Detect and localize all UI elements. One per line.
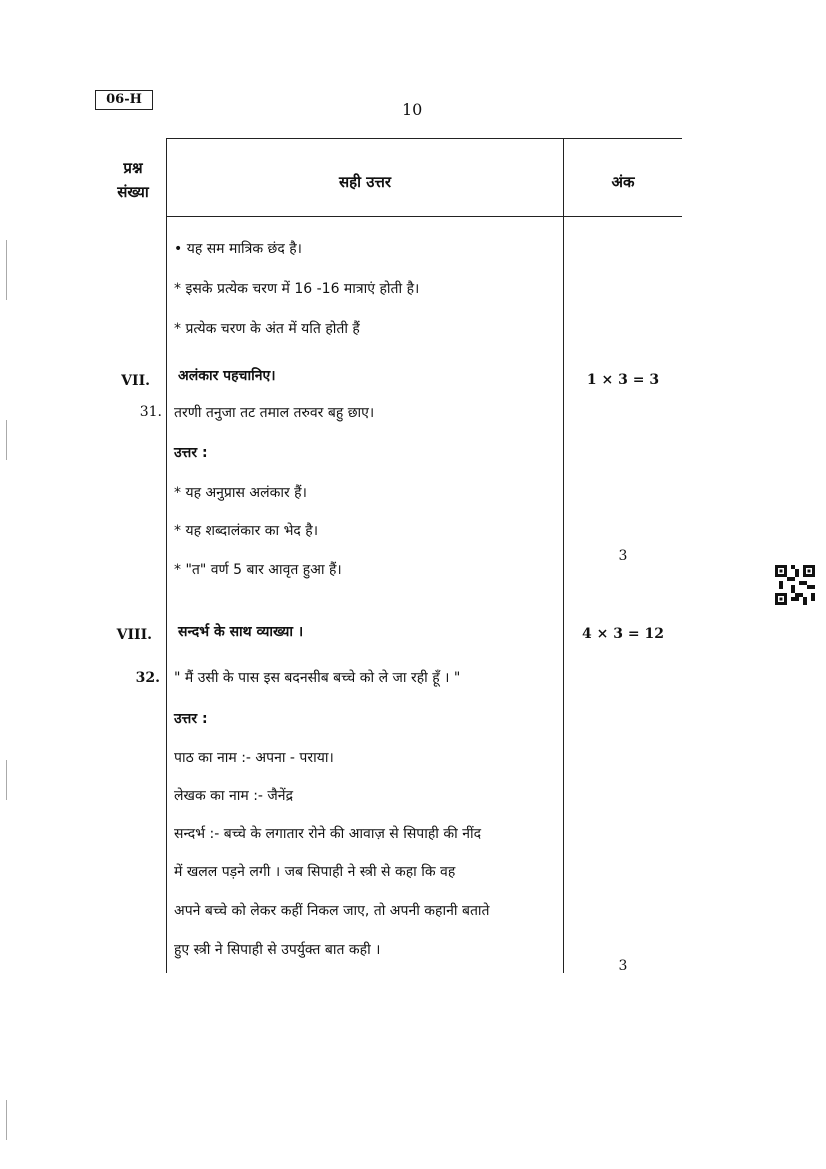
- question-31-text: तरणी तनुजा तट तमाल तरुवर बहु छाए।: [174, 405, 375, 421]
- continuation-line: * प्रत्येक चरण के अंत में यति होती हैं: [174, 321, 360, 337]
- lesson-name: पाठ का नाम :- अपना - पराया।: [174, 750, 334, 766]
- section-vii-marks: 1 × 3 = 3: [586, 372, 660, 388]
- context-line: हुए स्त्री ने सिपाही से उपर्युक्त बात कही ।: [174, 942, 381, 958]
- header-correct-answer: सही उत्तर: [339, 173, 391, 191]
- question-31-number: 31.: [139, 404, 162, 420]
- column-divider-left: [166, 138, 167, 973]
- section-viii-marks: 4 × 3 = 12: [582, 626, 664, 642]
- page-number: 10: [402, 100, 423, 119]
- section-vii-title: अलंकार पहचानिए।: [178, 368, 276, 384]
- scan-margin-mark: [6, 1100, 7, 1140]
- question-32-number: 32.: [135, 670, 160, 686]
- question-31-answer: * यह शब्दालंकार का भेद है।: [174, 523, 319, 539]
- context-line: सन्दर्भ :- बच्चे के लगातार रोने की आवाज़ से सिपाही की नींद: [174, 826, 482, 842]
- table-top-rule: [167, 138, 682, 139]
- header-question-number: [100, 158, 166, 202]
- section-viii-title: सन्दर्भ के साथ व्याख्या ।: [178, 624, 304, 640]
- scan-margin-mark: [6, 760, 7, 800]
- section-viii-numeral: VIII.: [116, 627, 152, 643]
- scan-margin-mark: [6, 420, 7, 460]
- question-31-answer: * "त" वर्ण 5 बार आवृत हुआ हैं।: [174, 562, 342, 578]
- paper-code: 06-H: [95, 90, 153, 110]
- question-31-marks: 3: [618, 548, 628, 564]
- continuation-line: • यह सम मात्रिक छंद है।: [174, 241, 302, 257]
- question-32-marks: 3: [618, 958, 628, 974]
- qr-code-icon: [775, 565, 815, 605]
- question-31-answer: * यह अनुप्रास अलंकार हैं।: [174, 485, 307, 501]
- question-32-answer-label: उत्तर :: [174, 711, 208, 727]
- table-header-rule: [167, 216, 682, 217]
- question-32-text: " मैं उसी के पास इस बदनसीब बच्चे को ले जा रही हूँ । ": [174, 670, 461, 686]
- header-marks: अंक: [611, 173, 635, 191]
- question-31-answer-label: उत्तर :: [174, 445, 208, 461]
- author-name: लेखक का नाम :- जैनेंद्र: [174, 788, 294, 804]
- header-question-number-line1: प्रश्न: [123, 159, 143, 177]
- section-vii-numeral: VII.: [121, 373, 150, 389]
- context-line: अपने बच्चे को लेकर कहीं निकल जाए, तो अपनी कहानी बताते: [174, 903, 490, 919]
- continuation-line: * इसके प्रत्येक चरण में 16 -16 मात्राएं होती है।: [174, 281, 420, 297]
- header-question-number-line2: संख्या: [117, 183, 149, 201]
- scan-margin-mark: [6, 240, 7, 300]
- context-line: में खलल पड़ने लगी । जब सिपाही ने स्त्री से कहा कि वह: [174, 864, 456, 880]
